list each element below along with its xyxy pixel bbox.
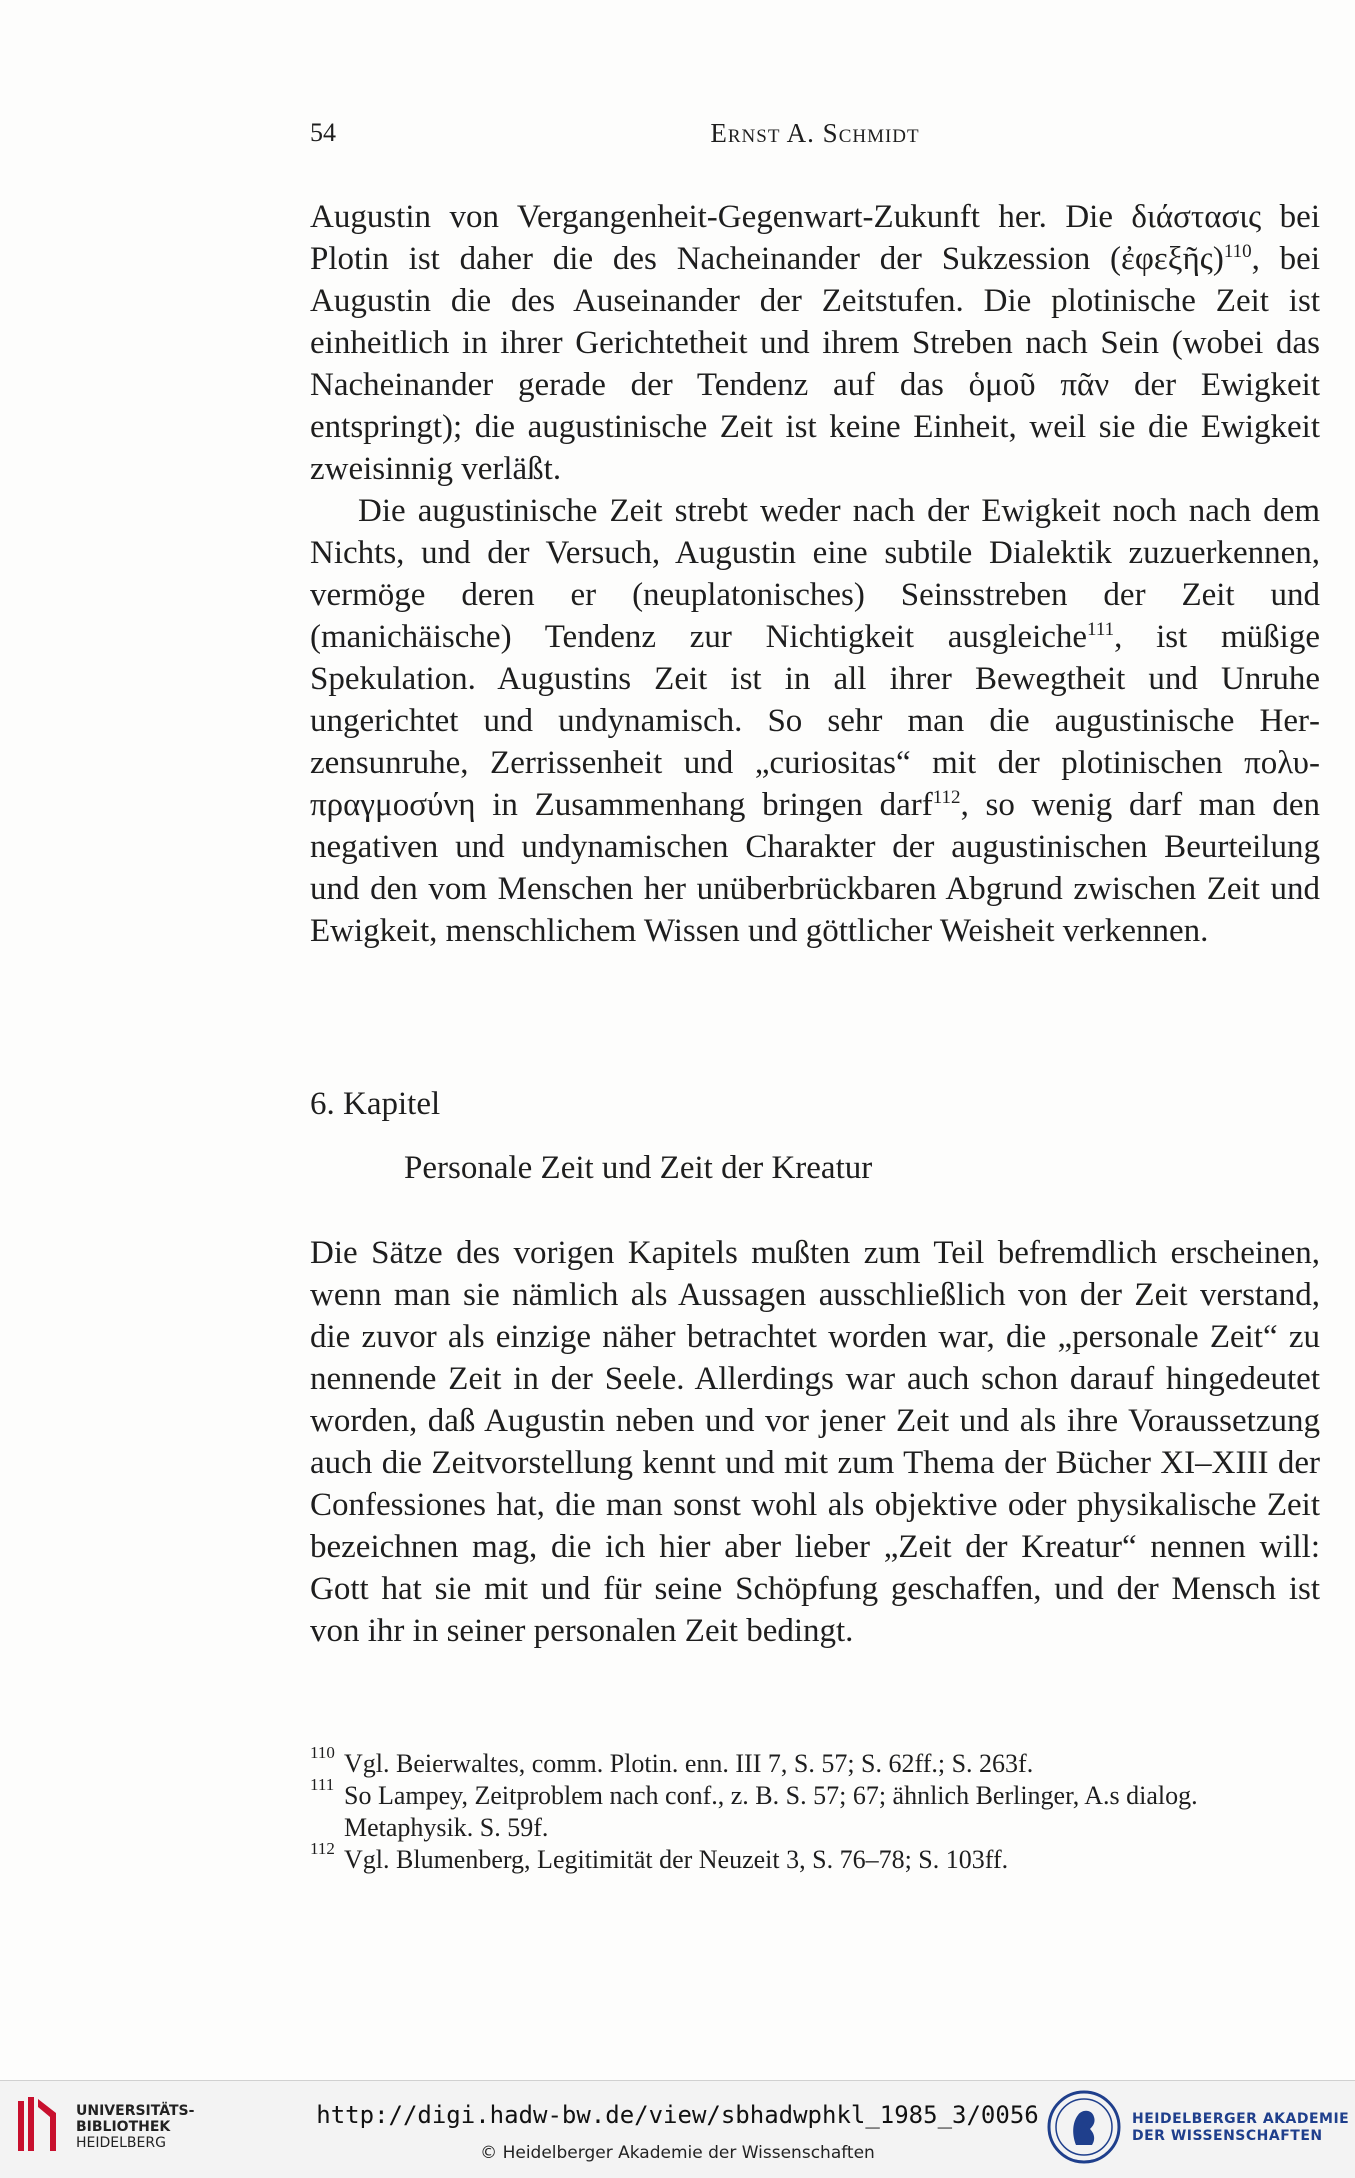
footnote-number: 112 <box>310 1839 335 1858</box>
footnote-number: 110 <box>310 1743 335 1762</box>
academy-name-line-2: DER WISSENSCHAFTEN <box>1132 2128 1323 2144</box>
paragraph-1 <box>310 196 1320 490</box>
footnotes <box>310 1743 1320 1876</box>
academy-seal-logo-icon[interactable] <box>1046 2089 1122 2165</box>
copyright-notice: © Heidelberger Akademie der Wissenschaften <box>480 2143 875 2163</box>
viewer-footer <box>0 2080 1355 2178</box>
page-number: 54 <box>310 118 336 147</box>
chapter-title: Personale Zeit und Zeit der Kreatur <box>404 1150 873 1186</box>
permalink-url[interactable]: http://digi.hadw-bw.de/view/sbhadwphkl_1985_3/0056 <box>316 2101 1039 2129</box>
footnote-text: Vgl. Blumenberg, Legitimität der Neuzeit 3, S. 76–78; S. 103ff. <box>344 1845 1009 1874</box>
footnote-text: So Lampey, Zeitproblem nach conf., z. B. S. 57; 67; ähnlich Berlinger, A.s dialog. Metaphysik. S. 59f. <box>344 1781 1198 1842</box>
library-name-line-2: BIBLIOTHEK <box>76 2119 171 2135</box>
paragraph-1-part-a: Augustin von Vergangenheit-Gegenwart-Zukunft her. Die διάστασις bei Plotin ist daher die des Nacheinander der Sukzession (ἐφεξῆς) <box>310 199 1320 277</box>
footnote-ref-110[interactable]: 110 <box>1223 241 1252 262</box>
footnote-number: 111 <box>310 1775 335 1794</box>
footnote-110 <box>310 1743 1320 1780</box>
paragraph-3: Die Sätze des vorigen Kapitels mußten zum Teil befremdlich erscheinen, wenn man sie nämlich als Aussagen ausschließlich von der Zeit verstand, die zuvor als einzige näher betrachtet worden war, die „personale Zeit“ zu nennende Zeit in der Seele. Allerdings war auch schon darauf hingedeutet worden, daß Augustin neben und vor jener Zeit und als ihre Voraussetzung auch die Zeitvorstellung kennt und mit zum Thema der Bücher XI–XIII der Confessiones hat, die man sonst wohl als objektive oder physikalische Zeit bezeichnen mag, die ich hier aber lieber „Zeit der Kreatur“ nennen will: Gott hat sie mit und für seine Schöpfung geschaffen, und der Mensch ist von ihr in seiner personalen Zeit bedingt. <box>310 1235 1320 1649</box>
footnote-112 <box>310 1839 1320 1876</box>
footnote-text: Vgl. Beierwaltes, comm. Plotin. enn. III 7, S. 57; S. 62ff.; S. 263f. <box>344 1749 1034 1778</box>
footnote-111 <box>310 1775 1320 1844</box>
academy-name <box>1132 2111 1349 2145</box>
library-name-line-1: UNIVERSITÄTS- <box>76 2103 195 2119</box>
academy-name-line-1: HEIDELBERGER AKADEMIE <box>1132 2111 1350 2127</box>
paragraph-2 <box>310 490 1320 952</box>
running-head-author: Ernst A. Schmidt <box>710 118 920 148</box>
main-text-block-2 <box>310 1232 1320 1652</box>
main-text-block-1 <box>310 196 1320 952</box>
chapter-label: 6. Kapitel <box>310 1086 441 1122</box>
footnote-ref-112[interactable]: 112 <box>932 787 961 808</box>
paragraph-1-part-b: , bei Augustin die des Auseinander der Zeitstufen. Die plotinische Zeit ist einheitlich in ihrer Gerichtetheit und ihrem Streben nach Sein (wobei das Nacheinander gerade der Tendenz auf das ὁμοῦ πᾶν der Ewigkeit entspringt); die augustinische Zeit ist keine Einheit, weil sie die Ewigkeit zweisinnig verläßt. <box>310 241 1320 487</box>
paragraph-2-part-b: , ist müßige Spekulation. Augustins Zeit ist in all ihrer Bewegtheit und Unruhe ungerichtet und undynamisch. So sehr man die augustinische Herzensunruhe, Zerrissenheit und „curiositas“ mit der plotinischen πολυπραγμοσύνη in Zusammenhang bringen darf <box>310 619 1320 823</box>
paragraph-2-part-c: , so wenig darf man den negativen und undynamischen Charakter der augustinischen Beurteilung und den vom Menschen her unüberbrückbaren Abgrund zwischen Zeit und Ewigkeit, menschlichem Wissen und göttlicher Weisheit verkennen. <box>310 787 1320 949</box>
footnote-ref-111[interactable]: 111 <box>1087 619 1115 640</box>
library-name-line-3: HEIDELBERG <box>76 2135 166 2151</box>
running-header <box>310 118 1320 158</box>
paragraph-2-part-a: Die augustinische Zeit strebt weder nach der Ewigkeit noch nach dem Nichts, und der Versuch, Augustin eine subtile Dialektik zuzuerkennen, vermöge deren er (neuplatonisches) Seinsstreben der Zeit und (manichäische) Tendenz zur Nichtigkeit ausgleiche <box>310 493 1320 655</box>
